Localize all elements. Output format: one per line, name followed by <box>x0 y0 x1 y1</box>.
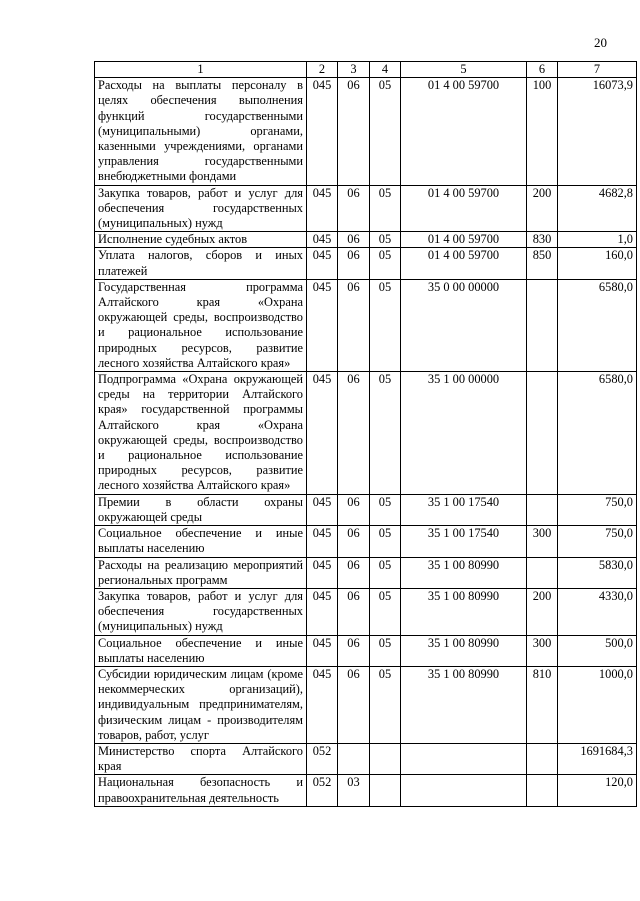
row-section-cell: 06 <box>338 494 370 525</box>
table-row <box>95 494 637 525</box>
row-ministry-code-cell: 045 <box>307 526 338 557</box>
row-section-cell: 06 <box>338 588 370 635</box>
row-amount-cell: 5830,0 <box>558 557 637 588</box>
row-subsection-cell: 05 <box>370 666 401 743</box>
row-amount-cell: 1000,0 <box>558 666 637 743</box>
table-row <box>95 635 637 666</box>
row-amount-cell: 120,0 <box>558 775 637 806</box>
row-ministry-code-cell: 045 <box>307 372 338 495</box>
row-name-cell: Премии в области охраны окружающей среды <box>95 494 307 525</box>
row-expense-type-cell <box>527 775 558 806</box>
header-cell-1: 1 <box>95 62 307 78</box>
row-target-article-cell: 01 4 00 59700 <box>401 232 527 248</box>
row-section-cell: 06 <box>338 248 370 279</box>
row-section-cell: 06 <box>338 557 370 588</box>
row-expense-type-cell <box>527 279 558 371</box>
budget-table <box>94 61 637 807</box>
row-amount-cell: 160,0 <box>558 248 637 279</box>
row-subsection-cell: 05 <box>370 588 401 635</box>
row-amount-cell: 750,0 <box>558 526 637 557</box>
header-row <box>95 62 637 78</box>
row-target-article-cell: 01 4 00 59700 <box>401 248 527 279</box>
row-target-article-cell: 35 0 00 00000 <box>401 279 527 371</box>
header-cell-5: 5 <box>401 62 527 78</box>
header-cell-6: 6 <box>527 62 558 78</box>
row-subsection-cell <box>370 743 401 774</box>
table-row <box>95 248 637 279</box>
page-number: 20 <box>594 35 607 50</box>
row-subsection-cell: 05 <box>370 248 401 279</box>
row-target-article-cell: 01 4 00 59700 <box>401 185 527 232</box>
row-target-article-cell: 35 1 00 80990 <box>401 557 527 588</box>
row-target-article-cell <box>401 775 527 806</box>
row-subsection-cell: 05 <box>370 494 401 525</box>
row-expense-type-cell <box>527 557 558 588</box>
table-row <box>95 232 637 248</box>
row-amount-cell: 500,0 <box>558 635 637 666</box>
row-name-cell: Исполнение судебных актов <box>95 232 307 248</box>
table-row <box>95 279 637 371</box>
row-subsection-cell: 05 <box>370 557 401 588</box>
row-ministry-code-cell: 045 <box>307 78 338 185</box>
row-name-cell: Министерство спорта Алтайского края <box>95 743 307 774</box>
row-ministry-code-cell: 045 <box>307 557 338 588</box>
row-subsection-cell: 05 <box>370 526 401 557</box>
row-expense-type-cell <box>527 372 558 495</box>
table-row <box>95 185 637 232</box>
row-name-cell: Субсидии юридическим лицам (кроме некоммерческих организаций), индивидуальным предпринимателям, физическим лицам - производителям товаров, работ, услуг <box>95 666 307 743</box>
row-ministry-code-cell: 052 <box>307 743 338 774</box>
row-section-cell: 06 <box>338 232 370 248</box>
row-expense-type-cell <box>527 494 558 525</box>
row-section-cell: 03 <box>338 775 370 806</box>
row-section-cell: 06 <box>338 372 370 495</box>
row-target-article-cell: 35 1 00 80990 <box>401 635 527 666</box>
row-amount-cell: 1691684,3 <box>558 743 637 774</box>
row-target-article-cell: 35 1 00 80990 <box>401 666 527 743</box>
table-row <box>95 588 637 635</box>
row-expense-type-cell: 850 <box>527 248 558 279</box>
row-subsection-cell: 05 <box>370 372 401 495</box>
row-subsection-cell <box>370 775 401 806</box>
row-amount-cell: 750,0 <box>558 494 637 525</box>
row-section-cell: 06 <box>338 185 370 232</box>
row-amount-cell: 4330,0 <box>558 588 637 635</box>
header-cell-2: 2 <box>307 62 338 78</box>
table-row <box>95 666 637 743</box>
table-row <box>95 557 637 588</box>
row-ministry-code-cell: 045 <box>307 185 338 232</box>
row-amount-cell: 1,0 <box>558 232 637 248</box>
row-subsection-cell: 05 <box>370 185 401 232</box>
row-target-article-cell: 35 1 00 80990 <box>401 588 527 635</box>
row-name-cell: Подпрограмма «Охрана окружающей среды на территории Алтайского края» государственной программы Алтайского края «Охрана окружающей среды, воспроизводство и рациональное использование природных ресурсов, развитие лесного хозяйства Алтайского края» <box>95 372 307 495</box>
row-ministry-code-cell: 045 <box>307 232 338 248</box>
row-expense-type-cell: 200 <box>527 588 558 635</box>
row-expense-type-cell: 830 <box>527 232 558 248</box>
row-name-cell: Национальная безопасность и правоохранительная деятельность <box>95 775 307 806</box>
row-ministry-code-cell: 045 <box>307 635 338 666</box>
row-target-article-cell: 35 1 00 17540 <box>401 526 527 557</box>
row-expense-type-cell: 300 <box>527 526 558 557</box>
row-subsection-cell: 05 <box>370 279 401 371</box>
row-amount-cell: 16073,9 <box>558 78 637 185</box>
row-ministry-code-cell: 052 <box>307 775 338 806</box>
row-ministry-code-cell: 045 <box>307 588 338 635</box>
row-expense-type-cell: 810 <box>527 666 558 743</box>
table-row <box>95 743 637 774</box>
table-row <box>95 372 637 495</box>
table-row <box>95 775 637 806</box>
row-expense-type-cell: 100 <box>527 78 558 185</box>
row-name-cell: Закупка товаров, работ и услуг для обеспечения государственных (муниципальных) нужд <box>95 185 307 232</box>
row-name-cell: Уплата налогов, сборов и иных платежей <box>95 248 307 279</box>
row-section-cell <box>338 743 370 774</box>
row-expense-type-cell <box>527 743 558 774</box>
row-ministry-code-cell: 045 <box>307 279 338 371</box>
row-section-cell: 06 <box>338 635 370 666</box>
row-target-article-cell <box>401 743 527 774</box>
row-ministry-code-cell: 045 <box>307 494 338 525</box>
row-ministry-code-cell: 045 <box>307 248 338 279</box>
table-row <box>95 526 637 557</box>
header-cell-3: 3 <box>338 62 370 78</box>
row-target-article-cell: 35 1 00 00000 <box>401 372 527 495</box>
row-section-cell: 06 <box>338 666 370 743</box>
row-target-article-cell: 35 1 00 17540 <box>401 494 527 525</box>
row-subsection-cell: 05 <box>370 635 401 666</box>
row-name-cell: Расходы на реализацию мероприятий региональных программ <box>95 557 307 588</box>
row-subsection-cell: 05 <box>370 232 401 248</box>
row-expense-type-cell: 200 <box>527 185 558 232</box>
row-name-cell: Социальное обеспечение и иные выплаты населению <box>95 526 307 557</box>
row-amount-cell: 4682,8 <box>558 185 637 232</box>
row-expense-type-cell: 300 <box>527 635 558 666</box>
row-section-cell: 06 <box>338 279 370 371</box>
row-name-cell: Социальное обеспечение и иные выплаты населению <box>95 635 307 666</box>
row-name-cell: Расходы на выплаты персоналу в целях обеспечения выполнения функций государственными (муниципальными) органами, казенными учреждениями, органами управления государственными внебюджетными фондами <box>95 78 307 185</box>
row-amount-cell: 6580,0 <box>558 279 637 371</box>
row-section-cell: 06 <box>338 526 370 557</box>
table-row <box>95 78 637 185</box>
row-subsection-cell: 05 <box>370 78 401 185</box>
row-amount-cell: 6580,0 <box>558 372 637 495</box>
row-ministry-code-cell: 045 <box>307 666 338 743</box>
row-name-cell: Закупка товаров, работ и услуг для обеспечения государственных (муниципальных) нужд <box>95 588 307 635</box>
row-target-article-cell: 01 4 00 59700 <box>401 78 527 185</box>
header-cell-7: 7 <box>558 62 637 78</box>
row-section-cell: 06 <box>338 78 370 185</box>
header-cell-4: 4 <box>370 62 401 78</box>
row-name-cell: Государственная программа Алтайского края «Охрана окружающей среды, воспроизводство и рациональное использование природных ресурсов, развитие лесного хозяйства Алтайского края» <box>95 279 307 371</box>
